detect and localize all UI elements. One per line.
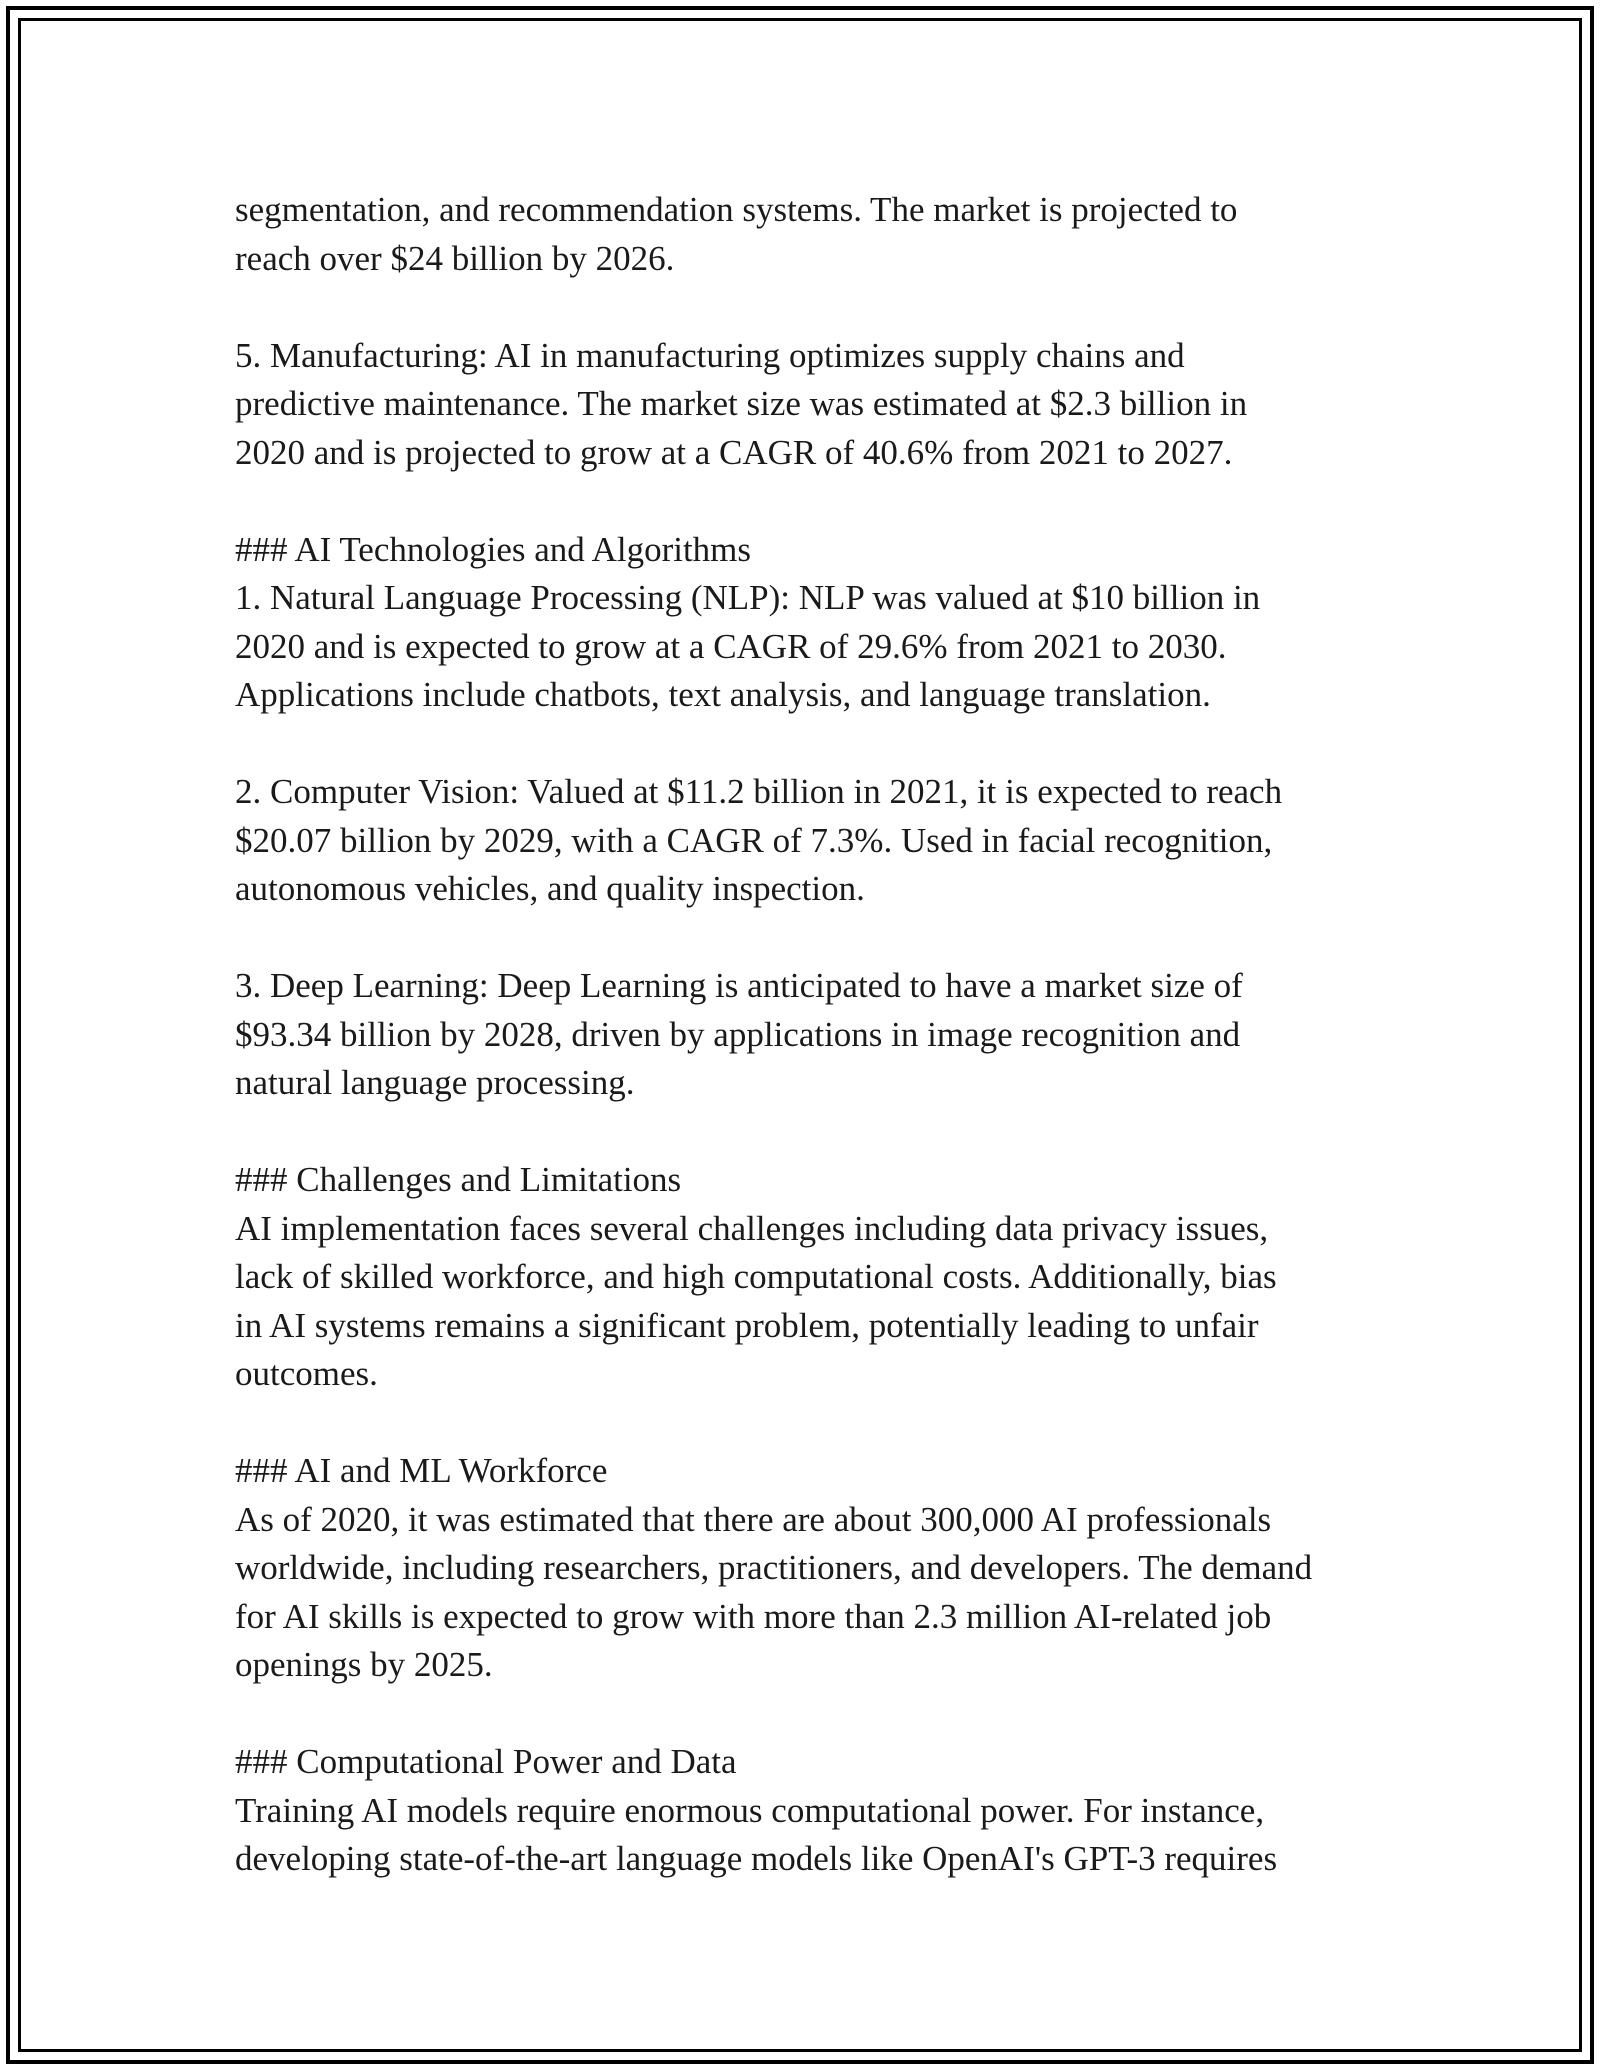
paragraph-retail-continuation <box>235 186 1375 283</box>
text-line: Training AI models require enormous computational power. For instance, <box>235 1790 1265 1830</box>
paragraph-gap <box>235 914 1375 963</box>
section-computational-power <box>235 1738 1375 1884</box>
section-ai-technologies <box>235 526 1375 720</box>
text-line: AI implementation faces several challenges including data privacy issues, <box>235 1208 1269 1248</box>
paragraph-gap <box>235 477 1375 526</box>
text-line: lack of skilled workforce, and high computational costs. Additionally, bias <box>235 1257 1277 1296</box>
section-heading: ### Computational Power and Data <box>235 1742 737 1781</box>
document-body <box>235 186 1375 1884</box>
text-line: natural language processing. <box>235 1063 635 1102</box>
text-line: 2. Computer Vision: Valued at $11.2 billion in 2021, it is expected to reach <box>235 772 1283 811</box>
text-line: worldwide, including researchers, practitioners, and developers. The demand <box>235 1548 1313 1587</box>
text-line: 2020 and is projected to grow at a CAGR of 40.6% from 2021 to 2027. <box>235 432 1233 472</box>
text-line: outcomes. <box>235 1354 378 1393</box>
text-line: reach over $24 billion by 2026. <box>235 238 675 278</box>
text-line: $93.34 billion by 2028, driven by applications in image recognition and <box>235 1014 1241 1054</box>
paragraph-gap <box>235 1399 1375 1448</box>
text-line: Applications include chatbots, text analysis, and language translation. <box>235 675 1211 714</box>
section-heading: ### AI and ML Workforce <box>235 1451 608 1490</box>
section-workforce <box>235 1447 1375 1690</box>
section-challenges <box>235 1156 1375 1399</box>
text-line: 1. Natural Language Processing (NLP): NLP was valued at $10 billion in <box>235 578 1261 617</box>
section-heading: ### AI Technologies and Algorithms <box>235 529 752 569</box>
text-line: predictive maintenance. The market size was estimated at $2.3 billion in <box>235 384 1248 423</box>
paragraph-deep-learning <box>235 962 1375 1108</box>
section-heading: ### Challenges and Limitations <box>235 1160 682 1199</box>
paragraph-gap <box>235 1690 1375 1739</box>
text-line: As of 2020, it was estimated that there are about 300,000 AI professionals <box>235 1499 1272 1539</box>
text-line: in AI systems remains a significant problem, potentially leading to unfair <box>235 1305 1259 1345</box>
text-line: 3. Deep Learning: Deep Learning is anticipated to have a market size of <box>235 966 1243 1005</box>
text-line: $20.07 billion by 2029, with a CAGR of 7.3%. Used in facial recognition, <box>235 820 1273 860</box>
text-line: segmentation, and recommendation systems. The market is projected to <box>235 190 1238 229</box>
paragraph-gap <box>235 720 1375 769</box>
paragraph-computer-vision <box>235 768 1375 914</box>
text-line: for AI skills is expected to grow with more than 2.3 million AI-related job <box>235 1596 1272 1636</box>
text-line: autonomous vehicles, and quality inspection. <box>235 869 865 908</box>
text-line: openings by 2025. <box>235 1645 493 1684</box>
text-line: 2020 and is expected to grow at a CAGR of 29.6% from 2021 to 2030. <box>235 626 1227 666</box>
text-line: 5. Manufacturing: AI in manufacturing optimizes supply chains and <box>235 335 1185 375</box>
paragraph-gap <box>235 1108 1375 1157</box>
text-line: developing state-of-the-art language models like OpenAI's GPT-3 requires <box>235 1839 1278 1878</box>
paragraph-gap <box>235 283 1375 332</box>
paragraph-manufacturing <box>235 332 1375 478</box>
